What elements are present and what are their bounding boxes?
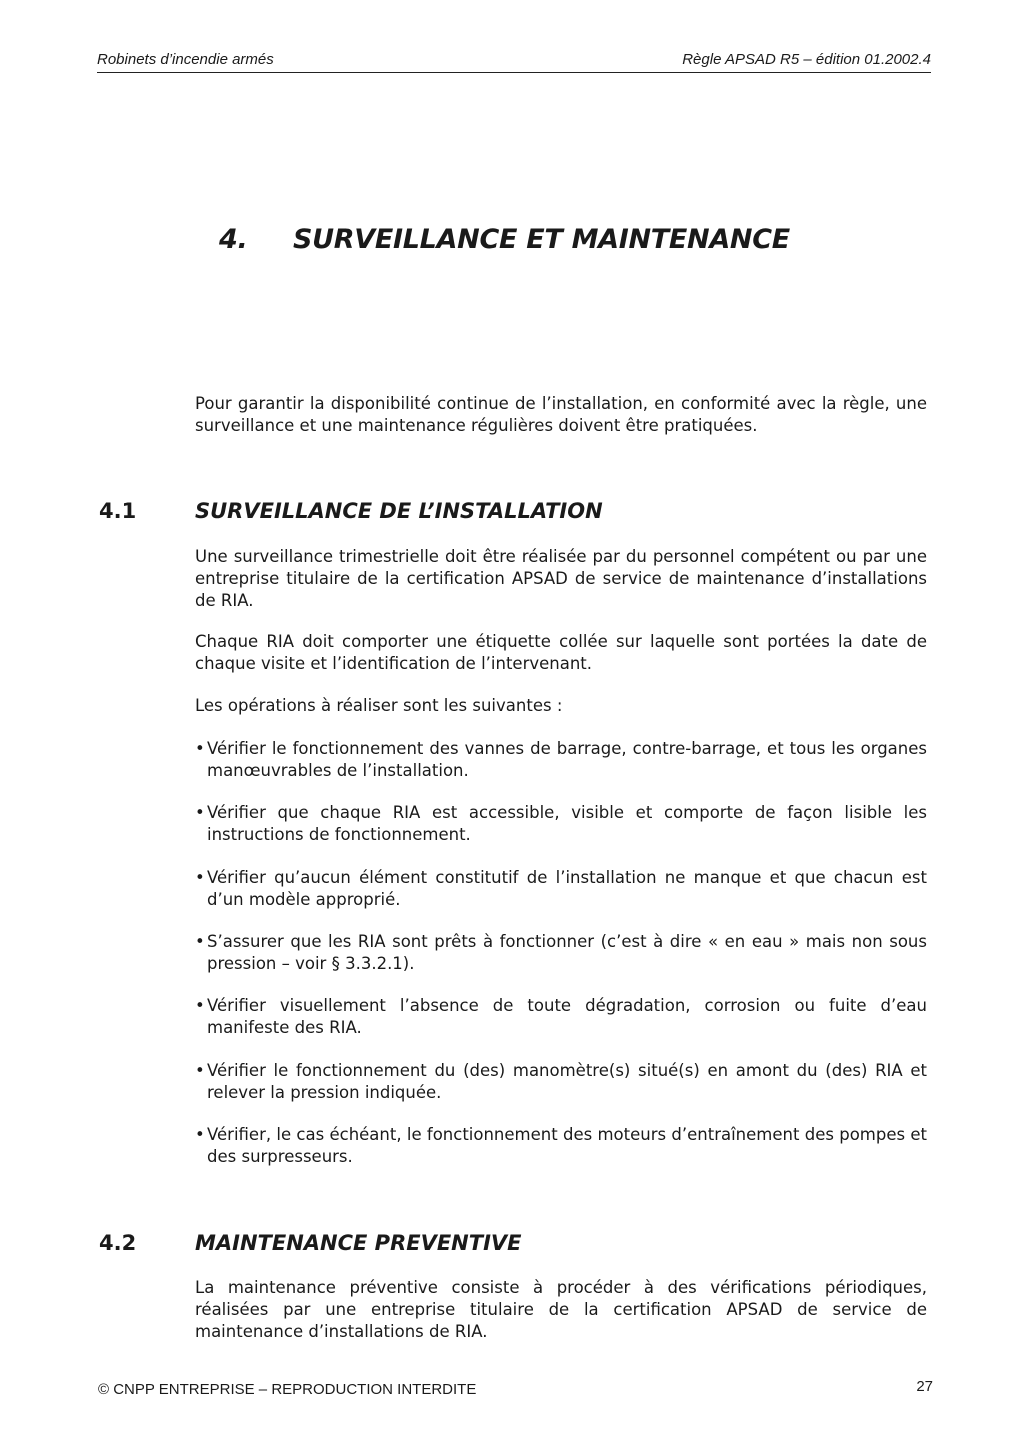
list-item-text: Vérifier le fonctionnement du (des) manomètre(s) situé(s) en amont du (des) RIA et relever la pression indiquée. <box>207 1061 927 1102</box>
list-item <box>195 802 927 846</box>
page-header <box>97 50 931 73</box>
chapter-title: SURVEILLANCE ET MAINTENANCE <box>293 224 790 255</box>
bullet-marker: • <box>195 739 205 758</box>
bullet-marker: • <box>195 868 205 887</box>
page-number: 27 <box>916 1378 933 1395</box>
section-number: 4.1 <box>99 499 137 523</box>
footer-copyright: © CNPP ENTREPRISE – REPRODUCTION INTERDITE <box>98 1381 477 1398</box>
list-item <box>195 995 927 1039</box>
section-title: SURVEILLANCE DE L’INSTALLATION <box>195 499 603 523</box>
list-item <box>195 1060 927 1104</box>
bullet-marker: • <box>195 1061 205 1080</box>
bullet-marker: • <box>195 1125 205 1144</box>
bullet-marker: • <box>195 932 205 951</box>
section-4-1-paragraph-3: Les opérations à réaliser sont les suivantes : <box>195 696 563 715</box>
intro-paragraph: Pour garantir la disponibilité continue de l’installation, en conformité avec la règle, une surveillance et une maintenance régulières doivent être pratiquées. <box>195 394 927 435</box>
bullet-marker: • <box>195 803 205 822</box>
chapter-number: 4. <box>219 224 248 255</box>
list-item <box>195 867 927 911</box>
header-document-title: Robinets d’incendie armés <box>97 51 274 68</box>
list-item-text: Vérifier, le cas échéant, le fonctionnement des moteurs d’entraînement des pompes et des surpresseurs. <box>207 1125 927 1166</box>
section-number: 4.2 <box>99 1231 137 1255</box>
header-edition: Règle APSAD R5 – édition 01.2002.4 <box>682 51 931 68</box>
list-item-text: S’assurer que les RIA sont prêts à fonctionner (c’est à dire « en eau » mais non sous pression – voir § 3.3.2.1). <box>207 932 927 973</box>
section-title: MAINTENANCE PREVENTIVE <box>195 1231 522 1255</box>
list-item <box>195 931 927 975</box>
section-4-1-paragraph-1: Une surveillance trimestrielle doit être réalisée par du personnel compétent ou par une entreprise titulaire de la certification APSAD de service de maintenance d’installations de RIA. <box>195 547 927 610</box>
list-item <box>195 738 927 782</box>
list-item-text: Vérifier le fonctionnement des vannes de barrage, contre-barrage, et tous les organes manœuvrables de l’installation. <box>207 739 927 780</box>
bullet-marker: • <box>195 996 205 1015</box>
section-4-1-paragraph-2: Chaque RIA doit comporter une étiquette collée sur laquelle sont portées la date de chaque visite et l’identification de l’intervenant. <box>195 632 927 673</box>
list-item-text: Vérifier qu’aucun élément constitutif de l’installation ne manque et que chacun est d’un modèle approprié. <box>207 868 927 909</box>
list-item <box>195 1124 927 1168</box>
section-4-2-paragraph-1: La maintenance préventive consiste à procéder à des vérifications périodiques, réalisées par une entreprise titulaire de la certification APSAD de service de maintenance d’installations de RIA. <box>195 1278 927 1341</box>
list-item-text: Vérifier que chaque RIA est accessible, visible et comporte de façon lisible les instructions de fonctionnement. <box>207 803 927 844</box>
list-item-text: Vérifier visuellement l’absence de toute dégradation, corrosion ou fuite d’eau manifeste des RIA. <box>207 996 927 1037</box>
